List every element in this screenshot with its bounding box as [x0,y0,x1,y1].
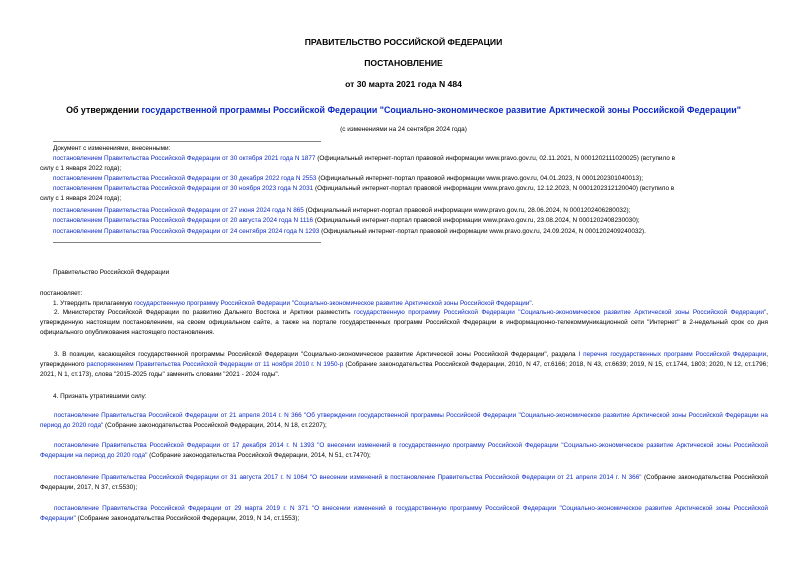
amendment-item [53,155,675,163]
revision-subtitle: (с изменениями на 24 сентября 2024 года) [340,126,467,133]
p1-text: 1. Утвердить прилагаемую [53,300,135,307]
paragraph-3 [40,350,768,380]
amendment-text: (Официальный интернет-портал правовой информации www.pravo.gov.ru, 02.11.2021, N 0001202111020025) (вступило в [315,155,676,162]
amendment-text: (Официальный интернет-портал правовой информации www.pravo.gov.ru, 12.12.2023, N 0001202312120040) (вступило в [313,185,675,192]
top-divider [53,141,321,142]
p1-post: . [531,300,534,307]
paragraph-1 [53,300,534,308]
repealed-item [40,441,768,461]
amendment-item [53,228,646,236]
amendment-continuation: силу с 1 января 2024 года); [40,195,122,202]
paragraph-2 [40,308,768,338]
amendment-item [53,185,674,193]
repealed-item [40,473,768,493]
document-type: ПОСТАНОВЛЕНИЕ [364,58,443,68]
amendment-item [53,207,630,215]
government-line: Правительство Российской Федерации [53,269,170,276]
amendment-continuation: силу с 1 января 2022 года); [40,165,122,172]
amendment-link[interactable]: постановлением Правительства Российской Федерации от 30 октября 2021 года N 1877 [53,155,316,162]
amendment-text: (Официальный интернет-портал правовой информации www.pravo.gov.ru, 28.06.2024, N 0001202406280032); [303,207,631,214]
amendment-item [53,217,640,225]
repealed-link[interactable]: постановление Правительства Российской Федерации от 17 декабря 2014 г. N 1393 "О внесении изменений в государственную программу Российской Федерации "Социально-экономическое развитие Арктической зоны Российской Федерации на период до 2020 года" [40,442,768,459]
amendment-link[interactable]: постановлением Правительства Российской Федерации от 24 сентября 2024 года N 1293 [53,228,320,235]
repealed-item [40,411,768,431]
amendments-intro: Документ с изменениями, внесенными: [53,145,171,152]
p2-link[interactable]: государственную программу Российской Федерации "Социально-экономическое развитие Арктической зоны Российской Федерации" [354,309,767,316]
repealed-text: (Собрание законодательства Российской Федерации, 2017, N 37, ст.5530); [40,474,768,491]
government-heading: ПРАВИТЕЛЬСТВО РОССИЙСКОЙ ФЕДЕРАЦИИ [304,37,503,47]
repealed-link[interactable]: постановление Правительства Российской Федерации от 29 марта 2019 г. N 371 "О внесении изменений в государственную программу Российской Федерации "Социально-экономическое развитие Арктической зоны Российской Федерации" [40,505,768,522]
paragraph-4: 4. Признать утратившими силу: [53,393,147,400]
decree-word: постановляет: [40,290,83,297]
amendment-item [53,175,643,183]
p2-text: 2. Министерству Российской Федерации по развитию Дальнего Востока и Арктики разместить [54,309,355,316]
repealed-text: (Собрание законодательства Российской Федерации, 2019, N 14, ст.1553); [75,515,300,522]
p3-link-list[interactable]: I перечня государственных программ Российской Федерации [578,351,767,358]
p3-link-order[interactable]: распоряжением Правительства Российской Федерации от 11 ноября 2010 г. N 1950-р [86,361,344,368]
repealed-link[interactable]: постановление Правительства Российской Федерации от 21 апреля 2014 г. N 366 "Об утверждении государственной программы Российской Федерации "Социально-экономическое развитие Арктической зоны Российской Федерации на период до 2020 года" [40,412,768,429]
title-link[interactable]: государственной программы Российской Федерации "Социально-экономическое развитие Арктической зоны Российской Федерации" [141,105,741,115]
amendment-text: (Официальный интернет-портал правовой информации www.pravo.gov.ru, 23.08.2024, N 0001202408230030); [313,217,640,224]
amendment-text: (Официальный интернет-портал правовой информации www.pravo.gov.ru, 24.09.2024, N 0001202409240032). [319,228,646,235]
p3-post: (Собрание законодательства Российской Федерации, 2010, N 47, ст.6166; 2018, N 43, ст.6639; 2019, N 15, ст.1744, 1803; 2020, N 12, ст.1796; 2021, N 1, ст.173), слова "2015-2025 годы" заменить словами "2021 - 2024 годы". [40,361,768,378]
p3-mid: , утвержденного [40,351,768,368]
amendment-link[interactable]: постановлением Правительства Российской Федерации от 20 августа 2024 года N 1116 [53,217,314,224]
date-number: от 30 марта 2021 года N 484 [345,79,462,89]
amendment-link[interactable]: постановлением Правительства Российской Федерации от 30 ноября 2023 года N 2031 [53,185,314,192]
document-title [40,105,767,115]
bottom-divider [53,242,321,243]
amendment-link[interactable]: постановлением Правительства Российской Федерации от 30 декабря 2022 года N 2553 [53,175,317,182]
amendment-text: (Официальный интернет-портал правовой информации www.pravo.gov.ru, 04.01.2023, N 0001202301040013); [316,175,644,182]
title-prefix: Об утверждении [66,105,142,115]
amendment-link[interactable]: постановлением Правительства Российской Федерации от 27 июня 2024 года N 865 [53,207,304,214]
p2-post: , утвержденную настоящим постановлением, на своем официальном сайте, а также на портале государственных программ Российской Федерации в информационно-телекоммуникационной сети "Интернет" в 2-недельный срок со дня официального опубликования настоящего постановления. [40,309,768,336]
repealed-link[interactable]: постановление Правительства Российской Федерации от 31 августа 2017 г. N 1064 "О внесении изменений в постановление Правительства Российской Федерации от 21 апреля 2014 г. N 366" [54,474,642,481]
p3-text: 3. В позиции, касающейся государственной программы Российской Федерации "Социально-экономическое развитие Арктической зоны Российской Федерации", раздела [54,351,579,358]
repealed-text: (Собрание законодательства Российской Федерации, 2014, N 51, ст.7470); [147,452,371,459]
repealed-item [40,504,768,524]
repealed-text: (Собрание законодательства Российской Федерации, 2014, N 18, ст.2207); [103,422,327,429]
p1-link[interactable]: государственную программу Российской Федерации "Социально-экономическое развитие Арктической зоны Российской Федерации" [134,300,532,307]
